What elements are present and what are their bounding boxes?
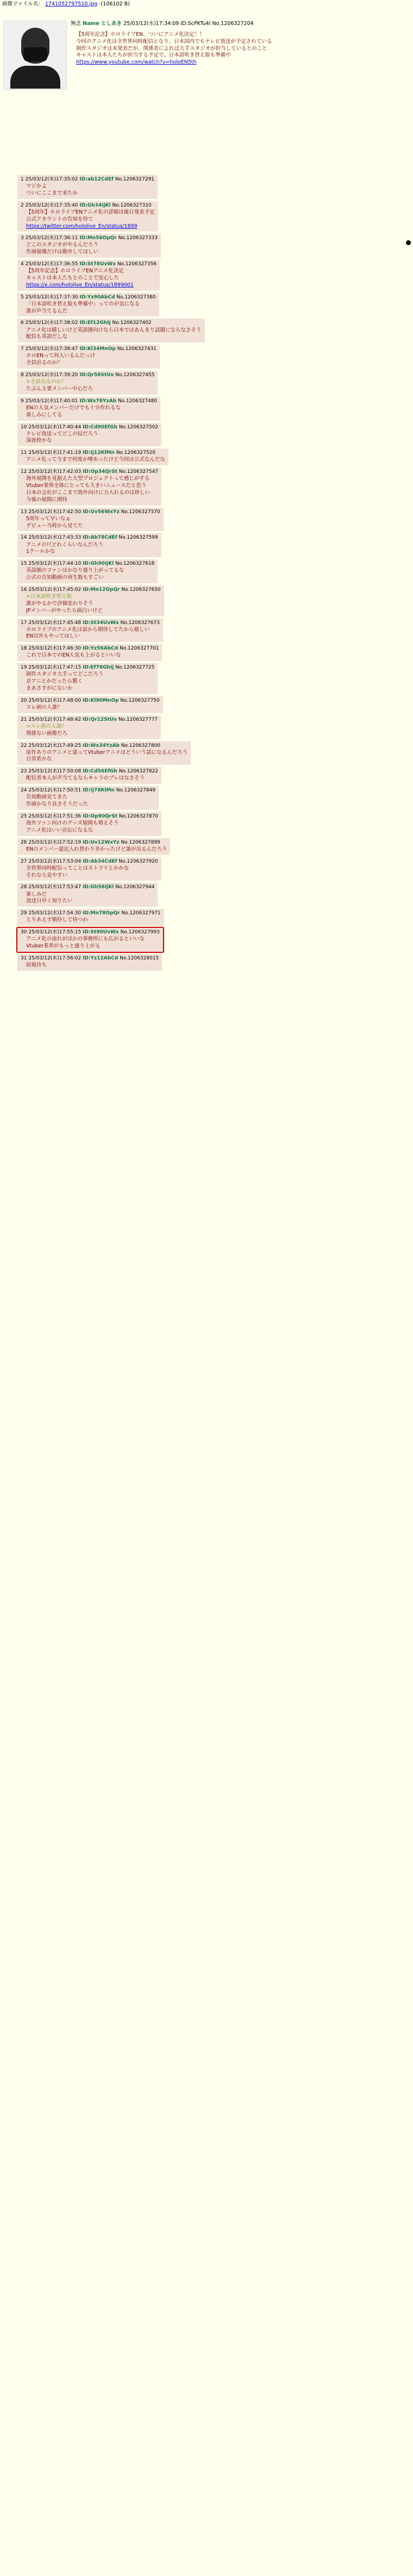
reply-date: 25/03/12(水)17:41:19 [28, 450, 82, 456]
reply-post [17, 644, 162, 661]
reply-date: 25/03/12(水)17:44:10 [28, 561, 82, 567]
reply-number[interactable]: No.1206327920 [118, 858, 158, 864]
reply-id: ID:Qr56StUv [79, 372, 114, 378]
reply-post [17, 260, 160, 291]
reply-meta [21, 261, 157, 267]
reply-date: 25/03/12(水)17:46:30 [28, 646, 82, 652]
reply-body [26, 209, 155, 230]
reply-post [17, 234, 161, 258]
reply-line: キャストは本人たちとのことで安心した [26, 275, 120, 282]
reply-id: ID:Mn78OpQr [83, 910, 120, 916]
reply-line: 続報待ち [26, 962, 47, 969]
reply-number[interactable]: No.1206327502 [118, 424, 159, 430]
reply-post [17, 508, 164, 532]
reply-body [26, 865, 158, 880]
reply-index: 15 [21, 561, 27, 567]
op-body-line: 今回のアニメ化は全世界同時配信となり、日本国内でもテレビ放送が予定されている [76, 38, 272, 45]
reply-meta [21, 202, 155, 209]
reply-index: 9 [21, 398, 24, 404]
reply-body [26, 794, 155, 808]
reply-number[interactable]: No.1206327899 [121, 839, 160, 845]
reply-post [17, 559, 158, 583]
reply-date: 25/03/12(水)17:50:08 [28, 769, 82, 775]
reply-body [26, 457, 165, 464]
reply-line: アニメ化は嬉しいけど英語圏向けなら日本ではあんまり話題にならなさそう [26, 327, 202, 333]
reply-date: 25/03/12(水)17:40:44 [28, 424, 82, 430]
reply-number[interactable]: No.1206327750 [120, 697, 160, 703]
reply-number[interactable]: No.1206327971 [121, 910, 161, 916]
reply-meta [21, 320, 202, 326]
reply-meta [21, 813, 158, 820]
reply-quote: >全員出るのか？ [26, 379, 67, 385]
reply-line: Vtuber業界全体にとっても大きいニュースだと思う [26, 483, 147, 489]
op-thumbnail[interactable] [3, 21, 67, 90]
reply-line: JPメンバーがやったら面白いけど [26, 607, 103, 614]
reply-date: 25/03/12(水)17:40:01 [25, 398, 78, 404]
reply-index: 7 [21, 346, 24, 352]
reply-body [26, 820, 158, 834]
reply-body [26, 962, 159, 969]
reply-index: 17 [21, 620, 27, 626]
reply-line: 海外展開を見据えた大型プロジェクトって感じがする [26, 476, 150, 482]
reply-meta [21, 768, 158, 775]
reply-line: 楽しみにしてる [26, 411, 62, 418]
reply-number[interactable]: No.1206327455 [115, 372, 155, 378]
file-link[interactable]: 1741052797510.jpg [45, 1, 98, 7]
reply-index: 19 [21, 665, 27, 671]
reply-date: 25/03/12(水)17:45:48 [28, 620, 82, 626]
reply-id: ID:Ij78KlMn [83, 788, 115, 794]
reply-number[interactable]: No.1206327356 [117, 261, 157, 267]
reply-index: 6 [21, 320, 24, 326]
reply-meta [21, 294, 156, 301]
reply-post [17, 767, 161, 784]
reply-index: 8 [21, 372, 24, 378]
op-num[interactable]: No.1206327204 [212, 21, 254, 27]
reply-body [26, 242, 158, 256]
reply-date: 25/03/12(水)17:36:55 [25, 261, 78, 267]
reply-meta [21, 910, 161, 916]
reply-body [26, 567, 154, 582]
reply-line: マジかよ [26, 183, 47, 190]
reply-meta [21, 664, 154, 671]
reply-post [17, 175, 158, 199]
reply-number[interactable]: No.1206327402 [112, 320, 152, 326]
reply-date: 25/03/12(水)17:35:02 [25, 177, 78, 182]
reply-post [17, 663, 158, 694]
reply-date: 25/03/12(水)17:54:30 [28, 910, 82, 916]
reply-index: 28 [21, 884, 27, 890]
reply-link[interactable]: https://twitter.com/hololive_En/status/1899 [26, 223, 137, 229]
reply-number[interactable]: No.1206327570 [121, 509, 160, 515]
reply-index: 10 [21, 424, 27, 430]
reply-meta [21, 955, 159, 962]
reply-post [17, 448, 168, 465]
reply-id: ID:Ef12GhIj [79, 320, 111, 326]
op-name: Name としあき [83, 21, 122, 27]
reply-post [17, 467, 161, 505]
reply-date: 25/03/12(水)17:38:47 [25, 346, 78, 352]
reply-meta [21, 424, 158, 431]
reply-post [17, 371, 158, 395]
reply-line: アニメの尺どれくらいなんだろう [26, 541, 104, 548]
reply-body [26, 917, 161, 924]
reply-number[interactable]: No.1206327870 [118, 814, 159, 819]
reply-body [26, 723, 158, 738]
reply-id: ID:Ij12KlMn [83, 450, 115, 456]
reply-line: 原作ありのアニメと違ってVtuberアニメはどういう話になるんだろう [26, 749, 188, 756]
reply-date: 25/03/12(水)17:50:51 [28, 788, 82, 794]
reply-date: 25/03/12(水)17:48:42 [28, 716, 82, 722]
reply-number[interactable]: No.1206327333 [118, 235, 158, 241]
reply-line: 「日本語吹き替え版も準備中」ってのが気になる [26, 301, 140, 307]
reply-meta [21, 509, 160, 515]
reply-post [17, 345, 160, 369]
reply-line: テレビ放送ってどこの局だろう [26, 431, 98, 437]
reply-id: ID:Ab34CdEf [83, 858, 117, 864]
reply-index: 3 [21, 235, 24, 241]
file-info-bar [0, 0, 413, 10]
reply-date: 25/03/12(水)17:52:19 [28, 839, 82, 845]
reply-meta [21, 787, 155, 794]
reply-line: スレ画の人誰？ [26, 704, 62, 710]
reply-number[interactable]: No.1206328015 [120, 955, 159, 961]
reply-index: 25 [21, 814, 27, 819]
op-date: 25/03/12(水)17:34:09 [123, 21, 179, 27]
reply-line: EN以外もやってほしい [26, 633, 80, 640]
reply-line: ENのメンバー最近入れ替わり多かったけど誰が出るんだろう [26, 846, 167, 852]
reply-body [26, 627, 160, 641]
reply-body [26, 846, 167, 853]
reply-line: 日本の会社がここまで海外向けに力入れるのは珍しい [26, 490, 151, 496]
reply-body [26, 353, 157, 367]
reply-id: ID:Ab78CdEf [83, 535, 117, 541]
reply-post [17, 319, 205, 342]
reply-index: 11 [21, 450, 27, 456]
reply-meta [21, 620, 160, 626]
reply-date: 25/03/12(水)17:42:50 [28, 509, 82, 515]
reply-id: ID:Kl90MnOp [83, 697, 119, 703]
reply-body [26, 268, 157, 289]
reply-quote: >日本語吹き替え版 [26, 594, 72, 600]
reply-body [26, 379, 154, 393]
reply-number[interactable]: No.1206327777 [118, 716, 158, 722]
reply-number[interactable]: No.1206327599 [118, 535, 158, 541]
reply-index: 4 [21, 261, 24, 267]
reply-index: 20 [21, 697, 27, 703]
reply-body [26, 594, 161, 614]
reply-number[interactable]: No.1206327547 [118, 469, 159, 475]
reply-body [26, 671, 154, 692]
reply-meta [21, 235, 158, 241]
reply-meta [21, 469, 158, 475]
reply-number[interactable]: No.1206327480 [118, 398, 158, 404]
op-body [76, 32, 402, 66]
reply-body [26, 476, 158, 503]
reply-post [17, 696, 163, 713]
reply-line: どこのスタジオがやるんだろう [26, 242, 99, 248]
reply-line: 5周年って早いなぁ [26, 515, 71, 522]
reply-line: 今後の展開に期待 [26, 496, 68, 503]
reply-meta [21, 176, 154, 183]
reply-post [17, 909, 164, 926]
op-title: 無念 [71, 21, 82, 27]
reply-index: 12 [21, 469, 27, 475]
reply-body [26, 405, 157, 419]
file-label: 画像ファイル名： [2, 1, 43, 7]
reply-id: ID:St78UvWx [79, 261, 116, 267]
reply-meta [21, 697, 160, 704]
reply-date: 25/03/12(水)17:37:30 [25, 294, 78, 300]
reply-index: 18 [21, 646, 27, 652]
reply-index: 2 [21, 202, 24, 208]
reply-line: デビュー当時から見てた [26, 522, 83, 529]
reply-line: アニメ化はいい宣伝になるな [26, 827, 93, 833]
reply-line: Vtuber業界がもっと盛り上がる [26, 943, 101, 950]
reply-id: ID:Uv56WxYz [83, 509, 120, 515]
op-id: ID:ScPKTu4I [180, 21, 211, 27]
reply-id: ID:Cd90EfGh [83, 424, 117, 430]
reply-body [26, 431, 158, 445]
reply-post [17, 741, 191, 765]
reply-quote: >スレ画の人誰？ [26, 723, 67, 729]
reply-number[interactable]: No.1206327673 [120, 620, 160, 626]
reply-index: 14 [21, 535, 27, 541]
reply-id: ID:Cd56EfGh [83, 769, 117, 775]
reply-id: ID:Op90QrSt [83, 814, 117, 819]
op-body-link[interactable]: https://www.youtube.com/watch?v=holoEN5th [76, 59, 197, 66]
reply-id: ID:Kl34MnOp [79, 346, 116, 352]
reply-line: ホロENって何人いるんだっけ [26, 353, 96, 359]
reply-id: ID:Wx78YzAb [79, 398, 117, 404]
reply-index: 13 [21, 509, 27, 515]
reply-id: ID:Yz90AbCd [79, 294, 115, 300]
reply-number[interactable]: No.1206327618 [115, 561, 155, 567]
reply-line: 楽しみだ [26, 891, 47, 897]
reply-line: 制作スタジオ大手ってどこだろう [26, 671, 104, 678]
reply-line: 配信も英語だしな [26, 334, 68, 340]
reply-meta [21, 884, 154, 890]
reply-line: ホロライブのアニメ化は前から期待してたから嬉しい [26, 626, 149, 633]
reply-line: 配信者本人が声当てるならキャラのブレはなさそう [26, 775, 145, 782]
reply-body [26, 542, 158, 556]
reply-line: 作画かなり良さそうだった [26, 801, 89, 808]
reply-body [26, 301, 156, 315]
reply-line: 誰が声当てるんだ [26, 308, 68, 314]
reply-meta [21, 450, 165, 456]
reply-meta [21, 716, 158, 723]
reply-line: アニメ化の流れがほかの事務所にも広がるといいな [26, 936, 145, 943]
reply-index: 24 [21, 788, 27, 794]
reply-post [17, 857, 161, 881]
reply-number[interactable]: No.1206327310 [112, 202, 152, 208]
reply-line: ついにここまで来たか [26, 190, 78, 196]
reply-number[interactable]: No.1206327849 [116, 788, 155, 794]
reply-date: 25/03/12(水)17:36:11 [25, 235, 78, 241]
reply-line: これで日本でのEN人気も上がるといいな [26, 652, 121, 659]
reply-number[interactable]: No.1206327822 [118, 769, 159, 775]
reply-line: ENの人気メンバーだけでも十分作れるな [26, 404, 121, 411]
reply-number[interactable]: No.1206327944 [115, 884, 155, 890]
reply-id: ID:St90UvWx [83, 930, 119, 935]
reply-line: 作画崩壊だけは勘弁してほしい [26, 249, 99, 255]
op-body-line: 制作スタジオは未発表だが、関係者によれば大手スタジオが担当しているとのこと [76, 45, 267, 52]
reply-body [26, 183, 154, 197]
reply-meta [21, 534, 158, 541]
reply-date: 25/03/12(水)17:55:15 [28, 930, 82, 935]
reply-line: 放送日早く知りたい [26, 898, 73, 905]
reply-meta [21, 560, 154, 567]
reply-meta [21, 645, 159, 652]
reply-body [26, 891, 154, 906]
reply-number[interactable]: No.1206327431 [117, 346, 157, 352]
reply-line: 京アニとかだったら驚く [26, 678, 83, 685]
reply-date: 25/03/12(水)17:43:33 [28, 535, 82, 541]
reply-index: 5 [21, 294, 24, 300]
reply-line: 誰がやるかで評価変わりそう [26, 600, 93, 607]
reply-line: 関係ない画像だろ [26, 730, 68, 737]
reply-body [26, 652, 159, 659]
reply-body [26, 516, 160, 530]
reply-post [17, 293, 159, 317]
reply-date: 25/03/12(水)17:49:25 [28, 743, 82, 749]
reply-date: 25/03/12(水)17:45:02 [28, 587, 82, 592]
reply-index: 30 [21, 930, 27, 935]
reply-date: 25/03/12(水)17:35:40 [25, 202, 78, 208]
reply-number[interactable]: No.1206327800 [121, 743, 160, 749]
reply-line: 海外ファン向けのグッズ展開も増えそう [26, 820, 119, 827]
reply-id: ID:ab12CdEf [79, 177, 114, 182]
reply-date: 25/03/12(水)17:53:04 [28, 858, 82, 864]
reply-index: 31 [21, 955, 27, 961]
reply-date: 25/03/12(水)17:51:36 [28, 814, 82, 819]
reply-id: ID:Yz56AbCd [83, 646, 118, 652]
reply-post [17, 786, 159, 810]
reply-index: 16 [21, 587, 27, 592]
reply-id: ID:Gh56IjKl [83, 884, 114, 890]
reply-date: 25/03/12(水)17:39:20 [25, 372, 78, 378]
reply-index: 1 [21, 177, 24, 182]
reply-number[interactable]: No.1206327520 [116, 450, 155, 456]
reply-id: ID:Op34QrSt [83, 469, 117, 475]
reply-index: 29 [21, 910, 27, 916]
reply-line: 公式アカウントの告知を待て [26, 216, 93, 222]
reply-meta [21, 587, 161, 593]
reply-meta [21, 372, 154, 378]
reply-line: 英語圏のファンはかなり盛り上がってるな [26, 567, 124, 574]
reply-number[interactable]: No.1206327993 [120, 930, 160, 935]
reply-line: まあさすがにないか [26, 685, 73, 691]
reply-index: 22 [21, 743, 27, 749]
file-size: -(106102 B) [99, 1, 130, 7]
reply-meta [21, 398, 157, 404]
reply-line: 全員出るのか？ [26, 360, 62, 366]
reply-id: ID:Mn12OpQr [83, 587, 120, 592]
reply-index: 23 [21, 769, 27, 775]
thread [0, 175, 413, 971]
reply-id: ID:Gh34IjKl [79, 202, 111, 208]
reply-id: ID:Yz12AbCd [83, 955, 118, 961]
reply-line: 深夜枠かな [26, 438, 52, 444]
reply-meta [21, 858, 158, 865]
reply-id: ID:Qr12StUv [83, 716, 117, 722]
reply-id: ID:Uv12WxYz [83, 839, 120, 845]
reply-id: ID:Gh90IjKl [83, 561, 114, 567]
reply-post [17, 397, 160, 421]
reply-number[interactable]: No.1206327650 [121, 587, 161, 592]
settings-dot-icon[interactable] [406, 240, 411, 245]
reply-number[interactable]: No.1206327701 [120, 646, 159, 652]
reply-post [17, 812, 161, 836]
reply-date: 25/03/12(水)17:48:00 [28, 697, 82, 703]
reply-post [17, 715, 161, 739]
reply-date: 25/03/12(水)17:53:47 [28, 884, 82, 890]
reply-meta [21, 839, 167, 846]
reply-post [17, 954, 162, 971]
op-body-line: 【5周年記念】ホロライブEN、ついにアニメ化決定！！ [76, 32, 205, 38]
reply-post [17, 201, 158, 232]
reply-id: ID:Wx34YzAb [83, 743, 120, 749]
reply-line: 公式の告知動画の再生数もすごい [26, 575, 104, 581]
reply-line: とりあえず期待して待つわ [26, 917, 89, 924]
op-body-line: キャストは本人たちが担当する予定で、日本語吹き替え版も準備中 [76, 52, 231, 59]
reply-body [26, 936, 160, 950]
reply-number[interactable]: No.1206327291 [115, 177, 155, 182]
reply-meta [21, 929, 160, 935]
reply-line: たぶん主要メンバー中心だろ [26, 385, 93, 392]
reply-date: 25/03/12(水)17:42:03 [28, 469, 82, 475]
reply-index: 26 [21, 839, 27, 845]
reply-line: 告知動画見てきた [26, 794, 68, 801]
reply-index: 21 [21, 716, 27, 722]
reply-body [26, 750, 187, 764]
reply-body [26, 704, 160, 712]
reply-post [17, 883, 158, 907]
reply-id: ID:Mn56OpQr [79, 235, 117, 241]
reply-index: 27 [21, 858, 27, 864]
reply-line: 【5周年記念】ホロライブENアニメ化決定 [26, 268, 124, 275]
reply-line: 1クールかな [26, 548, 55, 555]
reply-date: 25/03/12(水)17:38:02 [25, 320, 78, 326]
reply-line: 全世界同時配信ってことはネトフリとかかな [26, 865, 129, 871]
reply-post [17, 619, 163, 643]
reply-line: それなら見やすい [26, 872, 68, 878]
reply-number[interactable]: No.1206327725 [115, 665, 155, 671]
reply-line: 【5周年】ホロライブENアニメ化の詳細は後日発表予定 [26, 209, 155, 215]
op-meta [71, 21, 254, 28]
reply-meta [21, 346, 157, 352]
reply-post [17, 928, 163, 952]
reply-line: アニメ化って今まで何度か噂あったけど今回は公式なんだな [26, 457, 165, 463]
reply-post [17, 533, 161, 557]
reply-post [17, 838, 170, 855]
reply-body [26, 327, 202, 341]
reply-post [17, 585, 164, 616]
reply-post [17, 423, 161, 447]
reply-id: ID:Ef78GhIj [83, 665, 114, 671]
reply-line: 日常系かな [26, 756, 52, 763]
reply-number[interactable]: No.1206327380 [116, 294, 156, 300]
reply-date: 25/03/12(水)17:47:15 [28, 665, 82, 671]
reply-id: ID:St34UvWx [83, 620, 119, 626]
reply-link[interactable]: https://x.com/hololive_En/status/1899001 [26, 282, 134, 288]
reply-body [26, 775, 158, 782]
op-post [0, 10, 413, 173]
reply-date: 25/03/12(水)17:56:02 [28, 955, 82, 961]
reply-meta [21, 743, 187, 749]
